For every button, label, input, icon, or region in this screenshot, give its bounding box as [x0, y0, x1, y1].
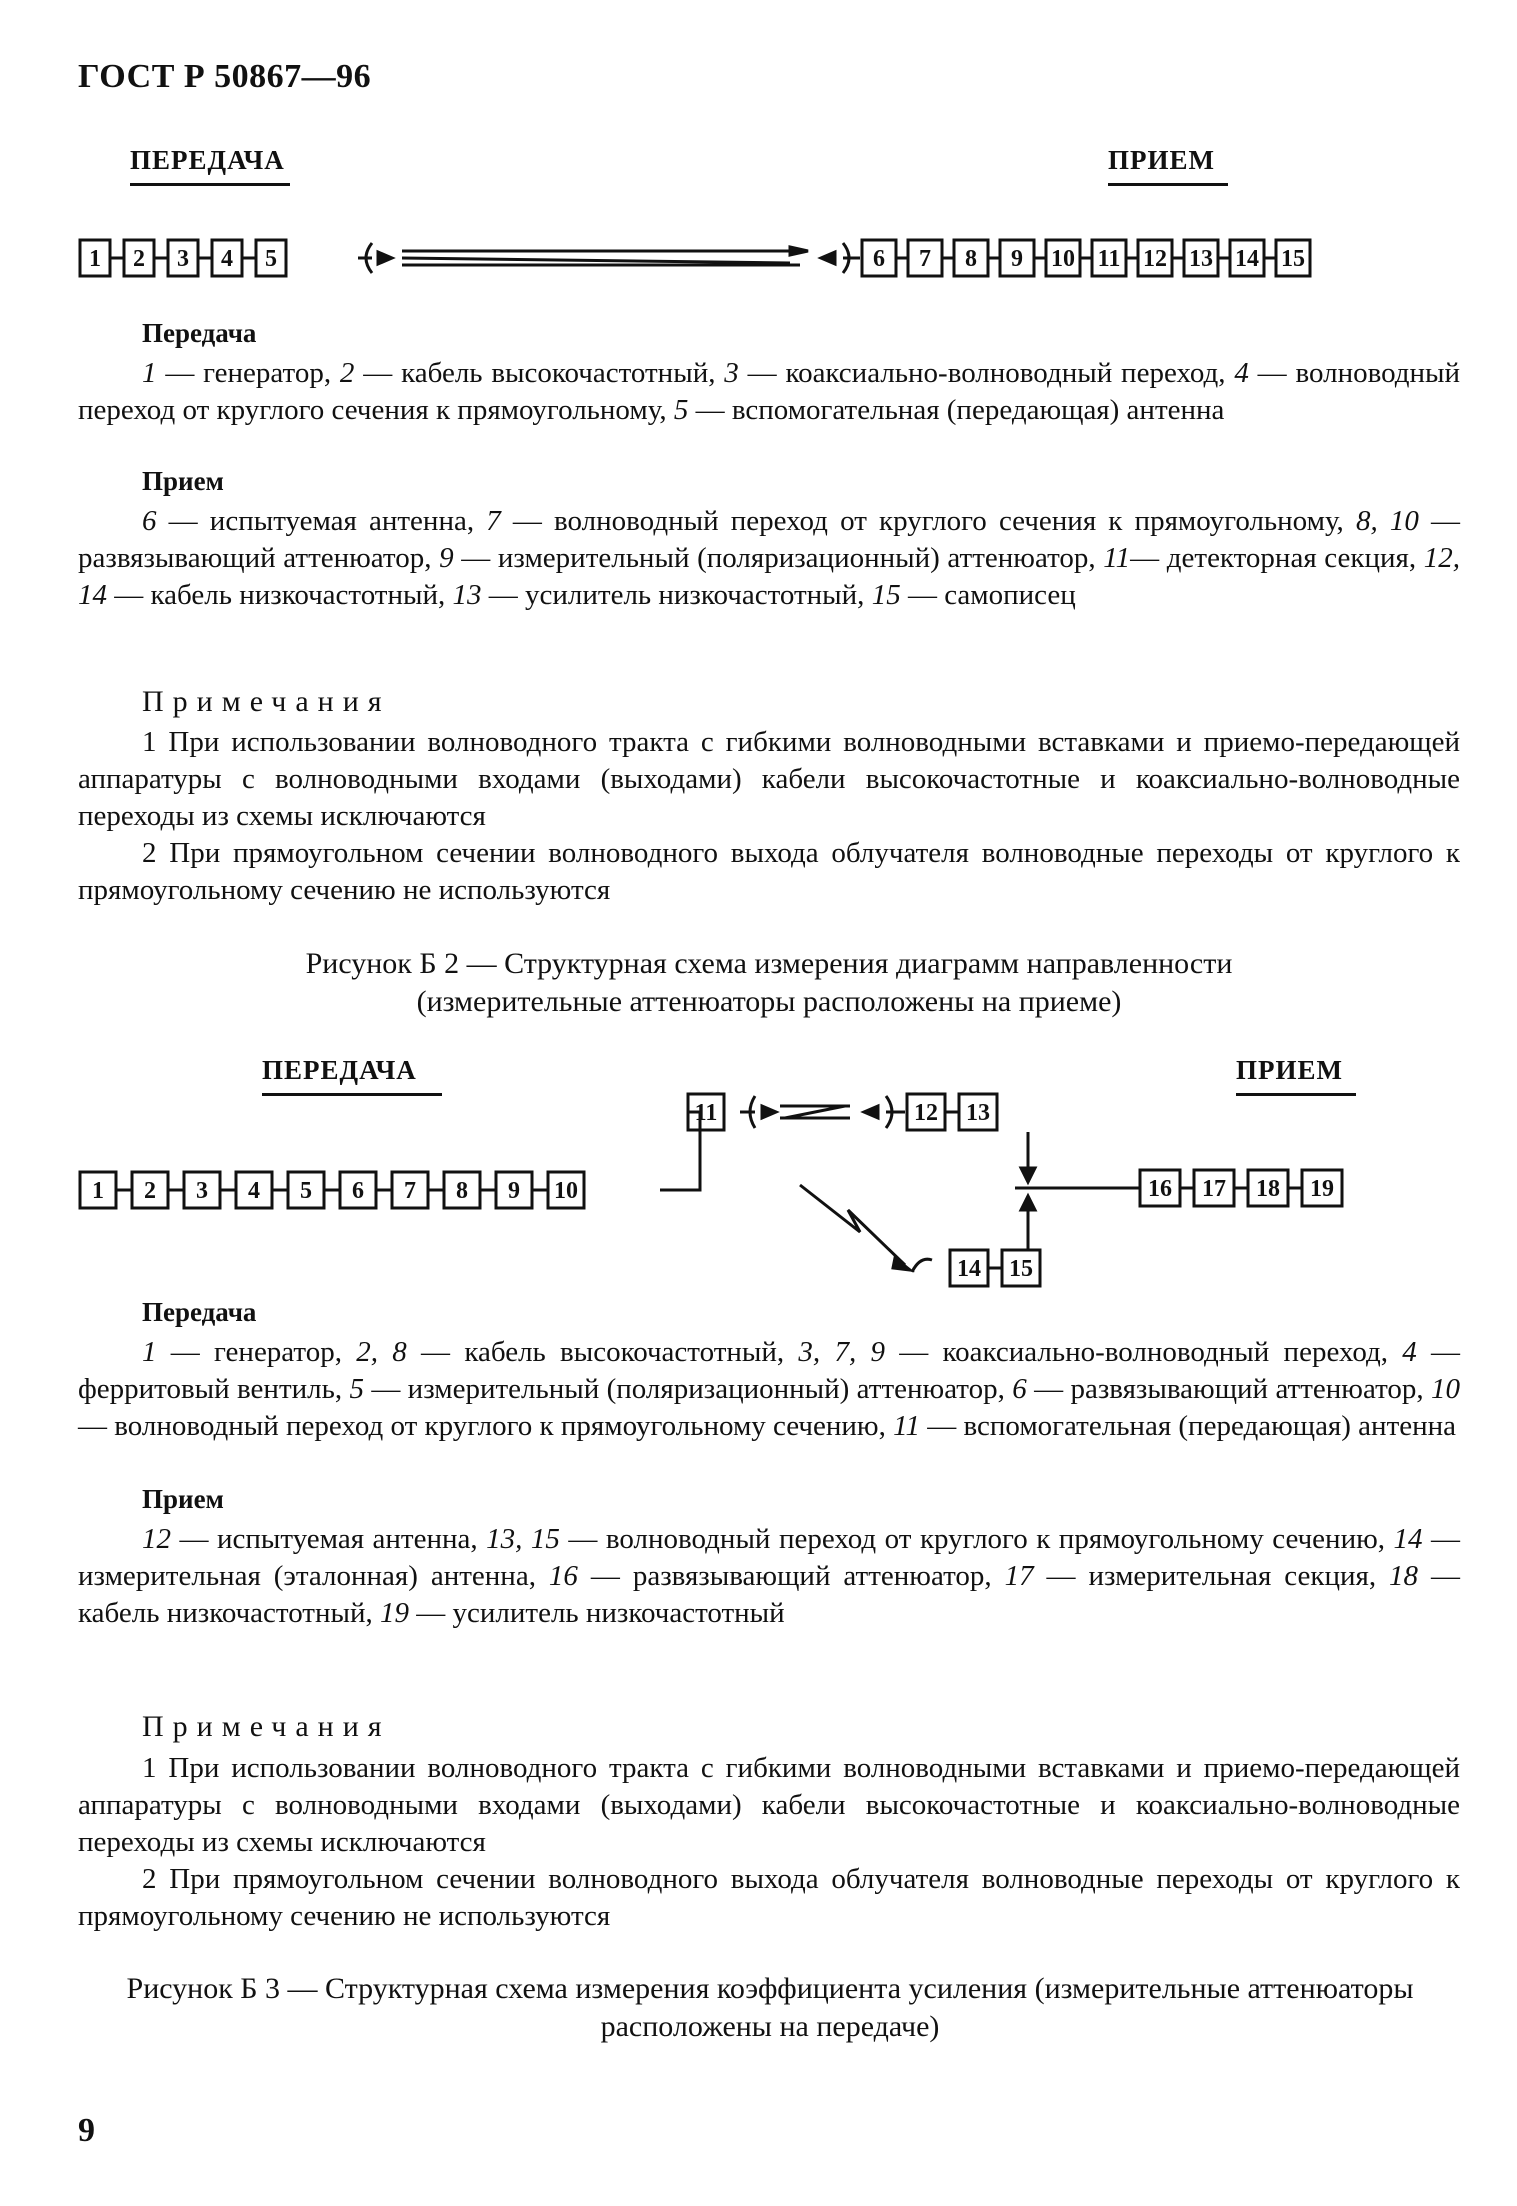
legend-text: — самописец — [900, 579, 1076, 611]
legend-text: — детекторная секция, — [1130, 542, 1424, 574]
legend-number: 13, 15 — [486, 1523, 560, 1555]
fig2-rx-box-label: 7 — [919, 246, 931, 272]
fig3-caption: Рисунок Б 3 — Структурная схема измерения коэффициента усиления (измерительные аттенюаторы расположены на передаче) — [126, 1972, 1414, 2043]
fig2-tx-underline — [130, 183, 290, 186]
legend-text: — ферритовый вентиль, — [78, 1336, 1461, 1405]
fig3-tx-box-label: 8 — [456, 1178, 468, 1204]
legend-number: 5 — [349, 1373, 364, 1405]
legend-text: — волноводный переход от круглого сечения к прямоугольному, — [78, 357, 1461, 426]
fig2-tx-box-label: 1 — [89, 246, 101, 272]
legend-text: — измерительный (поляризационный) аттенюатор, — [453, 542, 1104, 574]
fig3-rxtop-box-label: 13 — [966, 1100, 990, 1126]
fig3-tx-box-label: 3 — [196, 1178, 208, 1204]
fig3-tx-box-label: 6 — [352, 1178, 364, 1204]
legend-text: — волноводный переход от круглого к прямоугольному сечению, — [559, 1523, 1394, 1555]
fig2-rx-box-label: 12 — [1143, 246, 1167, 272]
fig3-block-diagram — [0, 1060, 1517, 1320]
legend-number: 1 — [142, 357, 157, 389]
fig3-legend-rx-head: Прием — [142, 1484, 224, 1514]
legend-text: — развязывающий аттенюатор, — [78, 505, 1461, 574]
legend-number: 19 — [380, 1597, 410, 1629]
fig2-rx-box-label: 15 — [1281, 246, 1305, 272]
legend-text: — усилитель низкочастотный, — [481, 579, 872, 611]
fig2-rx-box-label: 6 — [873, 246, 885, 272]
legend-text: — кабель низкочастотный, — [107, 579, 453, 611]
fig2-legend-rx-head: Прием — [142, 466, 224, 496]
legend-number: 18 — [1389, 1560, 1419, 1592]
legend-text: — измерительная секция, — [1033, 1560, 1390, 1592]
fig2-rx-box-label: 14 — [1235, 246, 1259, 272]
fig3-rx-bottom-chain — [950, 1250, 1040, 1286]
legend-number: 3, 7, 9 — [798, 1336, 885, 1368]
legend-number: 14 — [1393, 1523, 1423, 1555]
legend-text: — измерительный (поляризационный) аттенюатор, — [363, 1373, 1013, 1405]
legend-text: — кабель высокочастотный, — [406, 1336, 799, 1368]
fig2-radio-link — [358, 243, 860, 273]
fig3-tx-box-label: 9 — [508, 1178, 520, 1204]
fig3-rxtop-box-label: 12 — [914, 1100, 938, 1126]
fig3-rx-box-label: 17 — [1202, 1176, 1226, 1202]
fig3-tx-box-label: 7 — [404, 1178, 416, 1204]
legend-text: — вспомогательная (передающая) антенна — [919, 1410, 1457, 1442]
fig2-tx-box-label: 5 — [265, 246, 277, 272]
legend-text: — генератор, — [156, 1336, 357, 1368]
fig3-note-2: 2 При прямоугольном сечении волноводного выхода облучателя волноводные переходы от круглого к прямоугольному сечению не используются — [78, 1863, 1460, 1932]
fig2-caption-line2: (измерительные аттенюаторы расположены на приеме) — [416, 985, 1122, 1018]
legend-number: 3 — [724, 357, 739, 389]
fig3-rx-box-label: 19 — [1310, 1176, 1334, 1202]
page-number: 9 — [78, 2112, 95, 2149]
legend-text: — испытуемая антенна, — [156, 505, 487, 537]
legend-number: 11 — [1103, 542, 1131, 574]
fig3-ant-box-label: 11 — [694, 1100, 718, 1126]
fig3-rxbot-box-label: 15 — [1009, 1256, 1033, 1282]
fig3-connections — [660, 1096, 1140, 1272]
fig2-caption-line1: Рисунок Б 2 — Структурная схема измерения диаграмм направленности — [305, 947, 1233, 980]
fig3-tx-box-label: 2 — [144, 1178, 156, 1204]
fig2-tx-chain — [80, 240, 286, 276]
legend-number: 4 — [1402, 1336, 1417, 1368]
legend-number: 2 — [339, 357, 355, 389]
fig3-legend-tx-head: Передача — [142, 1297, 257, 1327]
legend-text: — коаксиально-волноводный переход, — [738, 357, 1235, 389]
fig2-rx-underline — [1108, 183, 1228, 186]
legend-number: 7 — [486, 505, 501, 537]
fig3-legend-tx — [78, 1334, 1460, 1445]
fig3-note-1: 1 При использовании волноводного тракта с гибкими волноводными вставками и приемо-передающей аппаратуры с волноводными входами (выходами) кабели высокочастотные и коаксиально-волноводные переходы из схемы исключаются — [78, 1752, 1460, 1858]
legend-text: — вспомогательная (передающая) антенна — [688, 394, 1225, 426]
fig3-rx-label: ПРИЕМ — [1236, 1055, 1343, 1085]
legend-number: 9 — [439, 542, 454, 574]
fig2-note-1: 1 При использовании волноводного тракта с гибкими волноводными вставками и приемо-передающей аппаратуры с волноводными входами (выходами) кабели высокочастотные и коаксиально-волноводные переходы из схемы исключаются — [78, 726, 1460, 832]
fig2-tx-label: ПЕРЕДАЧА — [130, 145, 285, 175]
legend-number: 2, 8 — [356, 1336, 407, 1368]
fig2-tx-box-label: 3 — [177, 246, 189, 272]
legend-text: — генератор, — [156, 357, 340, 389]
fig2-rx-label: ПРИЕМ — [1108, 145, 1215, 175]
fig2-legend-rx — [78, 503, 1460, 614]
legend-number: 10 — [1431, 1373, 1460, 1405]
fig3-rx-box-label: 16 — [1148, 1176, 1172, 1202]
fig3-rx-top-chain — [907, 1094, 997, 1130]
fig2-block-diagram — [0, 225, 1517, 305]
legend-text: — испытуемая антенна, — [171, 1523, 487, 1555]
legend-text: — кабель высокочастотный, — [354, 357, 725, 389]
legend-number: 4 — [1234, 357, 1249, 389]
fig3-legend-rx — [78, 1521, 1460, 1632]
fig3-tx-box-label: 5 — [300, 1178, 312, 1204]
legend-number: 13 — [452, 579, 482, 611]
fig2-rx-box-label: 9 — [1011, 246, 1023, 272]
legend-number: 12 — [142, 1523, 171, 1555]
legend-number: 8, 10 — [1355, 505, 1419, 537]
legend-text: — развязывающий аттенюатор, — [577, 1560, 1005, 1592]
fig3-tx-chain — [80, 1172, 584, 1208]
legend-number: 6 — [142, 505, 157, 537]
fig2-rx-box-label: 11 — [1097, 246, 1121, 272]
legend-number: 17 — [1004, 1560, 1034, 1592]
fig3-tx-box-label: 4 — [248, 1178, 260, 1204]
fig3-rx-main-chain — [1140, 1170, 1342, 1206]
fig3-rx-box-label: 18 — [1256, 1176, 1280, 1202]
legend-text: — волноводный переход от круглого сечения к прямоугольному, — [500, 505, 1356, 537]
legend-number: 11 — [893, 1410, 920, 1442]
legend-text: — развязывающий аттенюатор, — [1026, 1373, 1431, 1405]
legend-text: — коаксиально-волноводный переход, — [884, 1336, 1403, 1368]
fig2-rx-box-label: 10 — [1051, 246, 1075, 272]
legend-number: 15 — [871, 579, 901, 611]
legend-text: — волноводный переход от круглого к прямоугольному сечению, — [78, 1410, 894, 1442]
fig3-tx-label: ПЕРЕДАЧА — [262, 1055, 417, 1085]
fig2-tx-box-label: 2 — [133, 246, 145, 272]
legend-text: — усилитель низкочастотный — [409, 1597, 785, 1629]
legend-number: 6 — [1012, 1373, 1027, 1405]
fig2-note-2: 2 При прямоугольном сечении волноводного выхода облучателя волноводные переходы от круглого к прямоугольному сечению не используются — [78, 837, 1460, 906]
fig2-rx-box-label: 13 — [1189, 246, 1213, 272]
fig2-legend-tx — [78, 355, 1460, 429]
legend-number: 12, 14 — [78, 542, 1461, 611]
legend-number: 16 — [548, 1560, 578, 1592]
fig2-legend-tx-head: Передача — [142, 318, 257, 348]
legend-number: 1 — [142, 1336, 157, 1368]
fig2-notes-title: Примечания — [142, 685, 391, 718]
fig3-notes-title: Примечания — [142, 1710, 391, 1743]
fig3-tx-box-label: 10 — [554, 1178, 578, 1204]
fig2-rx-box-label: 8 — [965, 246, 977, 272]
fig2-rx-chain — [862, 240, 1310, 276]
legend-text: — измерительная (эталонная) антенна, — [78, 1523, 1461, 1592]
legend-text: — кабель низкочастотный, — [78, 1560, 1461, 1629]
legend-number: 5 — [673, 394, 689, 426]
fig3-rxbot-box-label: 14 — [957, 1256, 981, 1282]
fig2-tx-box-label: 4 — [221, 246, 233, 272]
fig3-tx-box-label: 1 — [92, 1178, 104, 1204]
document-header: ГОСТ Р 50867—96 — [78, 58, 372, 95]
